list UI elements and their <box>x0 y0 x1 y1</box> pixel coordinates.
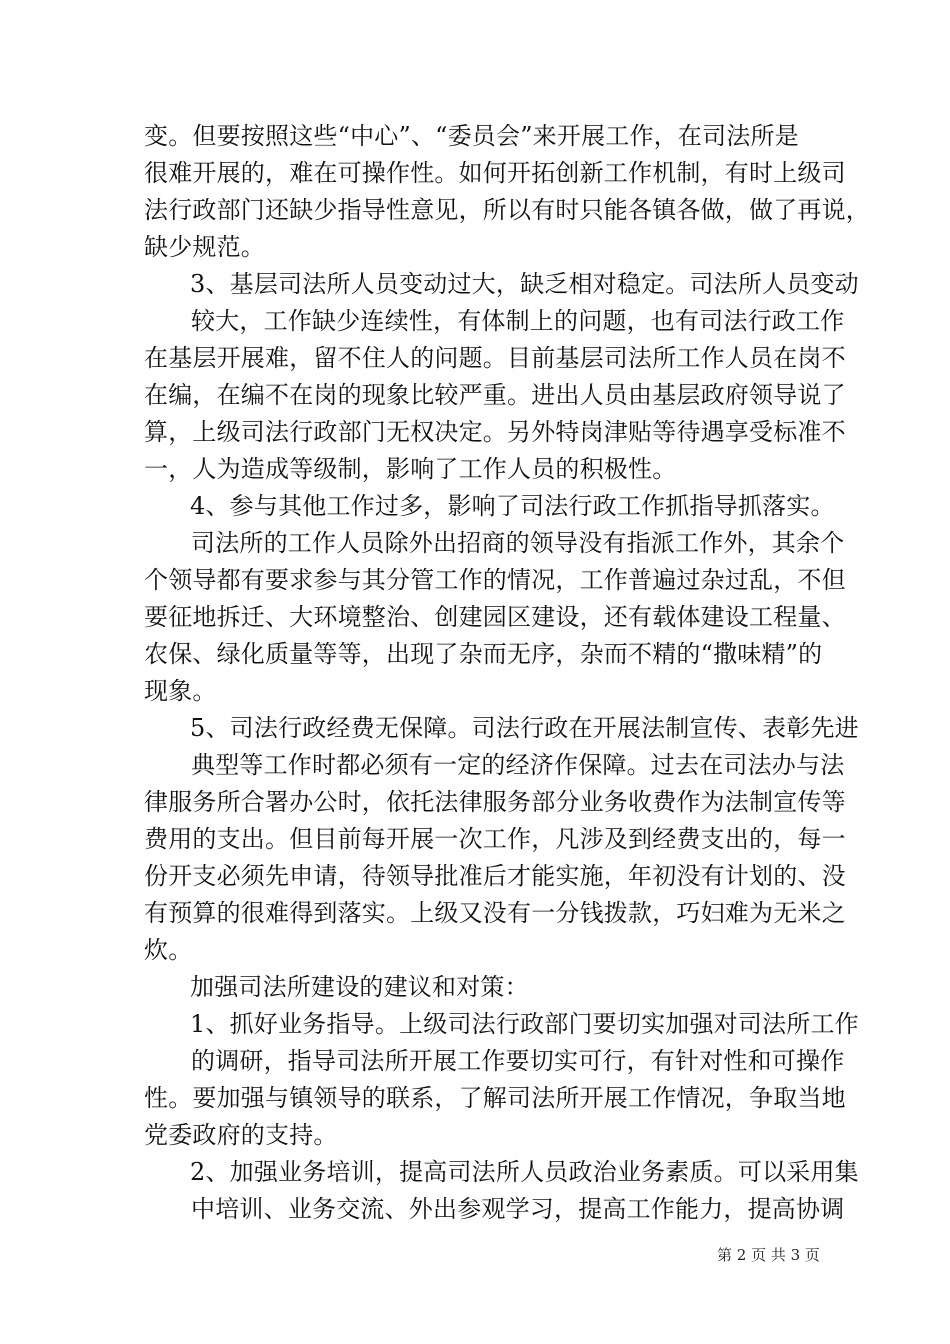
text-line: 党委政府的支持。 <box>144 1121 338 1149</box>
text-line: 算，上级司法行政部门无权决定。另外特岗津贴等待遇享受标准不 <box>144 418 846 446</box>
text-line: 一，人为造成等级制，影响了工作人员的积极性。 <box>144 455 677 483</box>
text-line: 典型等工作时都必须有一定的经济作保障。过去在司法办与法 <box>191 751 845 779</box>
text-line: 的调研，指导司法所开展工作要切实可行，有针对性和可操作 <box>191 1047 845 1075</box>
text-line: 3、基层司法所人员变动过大，缺乏相对稳定。司法所人员变动 <box>190 270 859 298</box>
text-line: 个领导都有要求参与其分管工作的情况，工作普遍过杂过乱，不但 <box>144 566 846 594</box>
text-line: 现象。 <box>144 677 217 705</box>
text-line: 2、加强业务培训，提高司法所人员政治业务素质。可以采用集 <box>190 1158 859 1186</box>
text-line: 份开支必须先申请，待领导批准后才能实施，年初没有计划的、没 <box>144 862 846 890</box>
text-line: 司法所的工作人员除外出招商的领导没有指派工作外，其余个 <box>191 529 845 557</box>
text-line: 性。要加强与镇领导的联系，了解司法所开展工作情况，争取当地 <box>144 1084 846 1112</box>
text-line: 变。但要按照这些“中心”、“委员会”来开展工作，在司法所是 <box>144 122 799 150</box>
text-line: 很难开展的，难在可操作性。如何开拓创新工作机制，有时上级司 <box>144 159 846 187</box>
text-line: 有预算的很难得到落实。上级又没有一分钱拨款，巧妇难为无米之 <box>144 899 846 927</box>
section-heading: 加强司法所建设的建议和对策： <box>190 973 529 1001</box>
text-line: 在基层开展难，留不住人的问题。目前基层司法所工作人员在岗不 <box>144 344 846 372</box>
text-line: 在编，在编不在岗的现象比较严重。进出人员由基层政府领导说了 <box>144 381 846 409</box>
text-line: 费用的支出。但目前每开展一次工作，凡涉及到经费支出的，每一 <box>144 825 846 853</box>
text-line: 要征地拆迁、大环境整治、创建园区建设，还有载体建设工程量、 <box>144 603 846 631</box>
text-line: 1、抓好业务指导。上级司法行政部门要切实加强对司法所工作 <box>190 1010 859 1038</box>
text-line: 缺少规范。 <box>144 233 265 261</box>
text-line: 炊。 <box>144 936 193 964</box>
text-line: 较大，工作缺少连续性，有体制上的问题，也有司法行政工作 <box>191 307 845 335</box>
text-line: 中培训、业务交流、外出参观学习，提高工作能力，提高协调 <box>191 1195 845 1223</box>
text-line: 5、司法行政经费无保障。司法行政在开展法制宣传、表彰先进 <box>190 714 859 742</box>
page-number-footer: 第 2 页 共 3 页 <box>717 1246 820 1264</box>
text-line: 4、参与其他工作过多，影响了司法行政工作抓指导抓落实。 <box>190 492 835 520</box>
text-line: 农保、绿化质量等等，出现了杂而无序，杂而不精的“撒味精”的 <box>144 640 823 668</box>
text-line: 律服务所合署办公时，依托法律服务部分业务收费作为法制宣传等 <box>144 788 846 816</box>
text-line: 法行政部门还缺少指导性意见，所以有时只能各镇各做，做了再说， <box>144 196 870 224</box>
